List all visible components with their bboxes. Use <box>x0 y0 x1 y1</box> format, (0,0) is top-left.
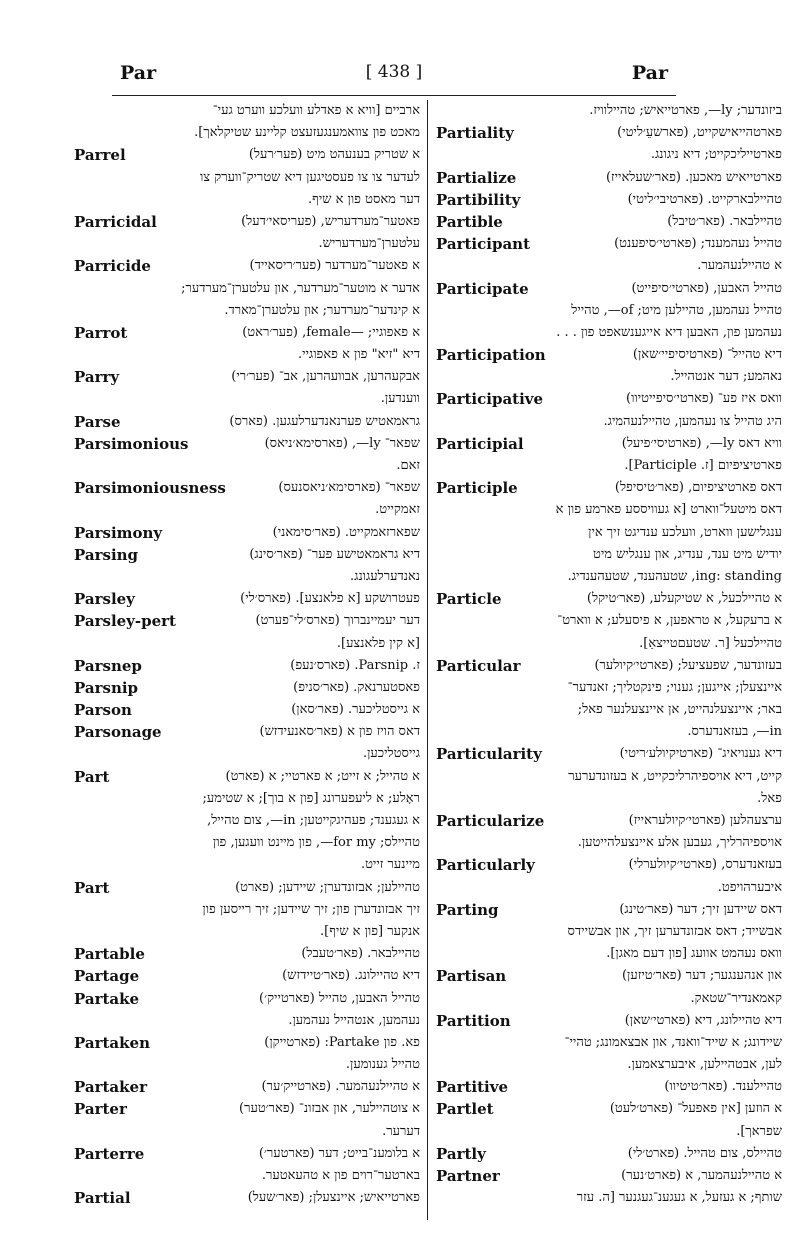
dictionary-line <box>74 122 420 144</box>
entry-continuation: דער מאסט פון א שיף. <box>307 191 420 207</box>
dictionary-line <box>436 1054 782 1076</box>
entry-continuation: נעהמען, אנטהייל נעהמען. <box>288 1012 420 1028</box>
dictionary-line <box>74 921 420 943</box>
entry-definition: פארטייאיש; איינצעלן; (פאר׳שעל) <box>247 1190 420 1206</box>
dictionary-line <box>74 499 420 521</box>
dictionary-line <box>74 699 420 721</box>
entry-continuation: פאל. <box>757 790 782 806</box>
dictionary-line <box>436 255 782 277</box>
entry-continuation: נאנדערלעגונג. <box>350 568 420 584</box>
entry-continuation: טהיילכעל [ר. שטעםטייצאַ]. <box>639 635 782 651</box>
dictionary-line <box>436 766 782 788</box>
entry-headword: Participial <box>436 434 524 453</box>
entry-headword: Parsimoniousness <box>74 479 226 498</box>
entry-continuation: ing: standing, שטעהענד, שטעהענדיג. <box>567 568 782 584</box>
entry-continuation: עלטערן־מערדעריש. <box>318 236 420 252</box>
dictionary-line <box>436 477 782 499</box>
entry-definition: א טהייל; א זייט; א פארטיי; א (פארט) <box>225 768 420 784</box>
dictionary-line <box>74 721 420 743</box>
entry-headword: Parse <box>74 412 121 431</box>
entry-continuation: טהיילס; for my—, פון מיינט וועגען, פון <box>212 835 420 851</box>
dictionary-line <box>436 499 782 521</box>
dictionary-line <box>436 122 782 144</box>
entry-definition: טהיילבאר. (פאר׳טעבל) <box>301 946 420 962</box>
dictionary-line <box>74 344 420 366</box>
entry-headword: Partitive <box>436 1078 509 1097</box>
entry-headword: Parsimonious <box>74 434 189 453</box>
entry-continuation: קאמאנדיר־שטאק. <box>690 990 782 1006</box>
entry-definition: שפאר־ ly—, (פארסימא׳ניאס) <box>264 435 420 451</box>
entry-headword: Parting <box>436 900 499 919</box>
entry-definition: גראמאטיש פערנאנדערלעגען. (פארס) <box>229 413 420 429</box>
page-number: [ 438 ] <box>365 62 423 82</box>
entry-definition: שפאר־ (פארסימא׳ניאסנעס) <box>278 480 420 496</box>
entry-continuation: אבשייד; דאס אבזונדערען זיך, און אבשיידס <box>567 923 782 939</box>
entry-headword: Parricidal <box>74 212 157 231</box>
dictionary-line <box>436 433 782 455</box>
entry-headword: Participant <box>436 235 530 254</box>
entry-definition: א גייסטליכער. (פאר׳סאן) <box>291 702 420 718</box>
entry-continuation: טהייל גענומען. <box>345 1057 420 1073</box>
entry-definition: א שטריק בענעהט מיט (פער׳רעל) <box>248 147 420 163</box>
entry-continuation: קייט, דיא אויספיהרליכקייט, א בעזונדערער <box>568 768 782 784</box>
entry-headword: Part <box>74 878 110 897</box>
entry-definition: א בלומענ־בייט; דער (פארטער׳) <box>258 1145 420 1161</box>
entry-definition: דיא גענויאיג־ (פארטיקיולע׳ריטי) <box>619 746 782 762</box>
entry-continuation: א קינדער־מערדער; און עלטערן־מארד. <box>224 302 420 318</box>
dictionary-line <box>436 988 782 1010</box>
entry-definition: פאטער־מערדעריש, (פעריסאי׳דעל) <box>241 213 420 229</box>
dictionary-line <box>436 1032 782 1054</box>
entry-definition: דאס הויז פון א (פאר׳סאנעידזש) <box>259 724 420 740</box>
dictionary-line <box>74 233 420 255</box>
entry-continuation: שיידונג; א שייד־וואנד, און אבצאמונג; טהיי־ <box>564 1034 782 1050</box>
entry-continuation: פארטיציפיום [ז. Participle]. <box>624 458 782 473</box>
entry-definition: טהייל האבען, טהייל (פארטייק׳) <box>259 990 420 1006</box>
entry-headword: Particularize <box>436 812 545 830</box>
entry-definition: א טהיילנעהמער. (פארטייק׳ער) <box>261 1079 420 1095</box>
dictionary-line <box>436 699 782 721</box>
entry-continuation: דערער. <box>382 1123 420 1139</box>
entry-definition: דאס פארטיציפיום, (פאר׳טיסיפל) <box>614 480 782 496</box>
entry-definition: א טהיילנעהמער, א (פארט׳נער) <box>621 1168 782 1183</box>
header-rule <box>112 95 676 96</box>
entry-headword: Participation <box>436 346 546 365</box>
entry-continuation: בארטער־רוים פון א טהעאטער. <box>261 1168 420 1183</box>
entry-continuation: א ברעקעל, א טראפען, א פיסעלע; א ווארט־ <box>557 613 782 629</box>
dictionary-line <box>436 921 782 943</box>
entry-definition: וואס איז פע־ (פארטי׳סיפייטיוו) <box>626 391 782 407</box>
dictionary-line <box>436 1076 782 1098</box>
entry-continuation: מאכט פון צוואמענגעזעצט קליינע שטיקלאך]. <box>194 125 420 141</box>
column-divider <box>427 100 428 1220</box>
dictionary-line <box>436 1121 782 1143</box>
dictionary-line <box>436 943 782 965</box>
entry-definition: טהיילען; אבזונדערן; שיידען; (פארט) <box>235 879 420 895</box>
dictionary-line <box>74 788 420 810</box>
entry-continuation: לען, אבטהיילען, איבערצאמען. <box>627 1057 782 1073</box>
entry-headword: Part <box>74 767 110 786</box>
dictionary-line <box>436 233 782 255</box>
entry-definition: טהיילבאר. (פאר׳טיבל) <box>667 213 782 229</box>
dictionary-line <box>436 1165 782 1187</box>
entry-continuation: דאס מיטעל־ווארט [א געוויססע פארמע פון א <box>555 502 782 518</box>
dictionary-line <box>436 100 782 122</box>
entry-headword: Partly <box>436 1144 486 1163</box>
entry-continuation: אדער א מוטער־מערדער, און עלטערן־מערדער; <box>181 280 420 296</box>
entry-continuation: איבערהויפט. <box>717 879 782 895</box>
entry-definition: וויא דאס ly—, (פארטיסי׳פיעל) <box>621 435 782 451</box>
entry-definition: שפארזאמקייט. (פאר׳סימאני) <box>272 524 420 540</box>
entry-continuation: דיא "זיא" פון א פאפוגיי. <box>297 347 420 363</box>
dictionary-line <box>436 633 782 655</box>
entry-definition: פעטרושקע [א פלאנצע]. (פארס׳לי) <box>240 591 420 607</box>
dictionary-line <box>74 322 420 344</box>
entry-continuation: ווענדען. <box>380 391 420 407</box>
entry-continuation: נאהמע; דער אנטהייל. <box>670 369 782 385</box>
dictionary-line <box>74 1098 420 1120</box>
dictionary-line <box>74 167 420 189</box>
dictionary-line <box>436 899 782 921</box>
entry-definition: א טהיילכעל, א שטיקעלע, (פאר׳טיקל) <box>586 591 782 607</box>
dictionary-line <box>436 655 782 677</box>
entry-definition: א הוזען [אין פאפעל־ (פארט׳לעט) <box>609 1101 782 1117</box>
dictionary-line <box>74 810 420 832</box>
entry-definition: דיא טהייל־ (פארטיסיפיי׳שאן) <box>632 347 782 363</box>
entry-definition: א פאפוגיי; —female, (פער׳ראט) <box>242 324 420 340</box>
dictionary-line <box>74 211 420 233</box>
dictionary-line <box>74 144 420 166</box>
entry-headword: Parricide <box>74 257 151 276</box>
entry-headword: Parterre <box>74 1144 145 1163</box>
dictionary-line <box>74 189 420 211</box>
dictionary-line <box>74 1054 420 1076</box>
entry-continuation: גייסטליכען. <box>362 746 420 762</box>
entry-headword: Partner <box>436 1167 500 1185</box>
entry-definition: פא. פון Partake: (פארטייקן) <box>264 1034 420 1050</box>
dictionary-line <box>74 411 420 433</box>
entry-headword: Parsonage <box>74 723 162 742</box>
entry-headword: Partisan <box>436 967 507 986</box>
dictionary-line <box>74 100 420 122</box>
dictionary-line <box>74 300 420 322</box>
entry-definition: ז. Parsnip. (פארס׳נעפ) <box>290 657 420 673</box>
entry-headword: Partake <box>74 989 140 1008</box>
dictionary-line <box>436 743 782 765</box>
entry-headword: Particularly <box>436 856 535 875</box>
entry-continuation: [א קין פלאנצע]. <box>336 635 420 651</box>
dictionary-line <box>436 1143 782 1165</box>
dictionary-line <box>436 189 782 211</box>
dictionary-line <box>436 411 782 433</box>
entry-headword: Parter <box>74 1100 127 1119</box>
entry-continuation: זאם. <box>396 458 420 473</box>
dictionary-line <box>74 544 420 566</box>
entry-continuation: ענגלישען ווארט, וועלכע ענדיגט זיך אין <box>588 524 782 540</box>
dictionary-line <box>74 633 420 655</box>
entry-continuation: פארטייליכקייט; דיא ניגונג. <box>650 147 782 163</box>
entry-continuation: ביזונדער; ly—, פארטייאיש; טהיילוויז. <box>589 103 782 118</box>
entry-continuation: טהייל נעהמען, טהיילען מיט; of—, טהייל <box>571 302 782 318</box>
dictionary-line <box>436 322 782 344</box>
entry-continuation: מיינער זייט. <box>360 857 420 873</box>
entry-headword: Parsnep <box>74 656 142 675</box>
dictionary-line <box>436 455 782 477</box>
entry-continuation: א טהיילנעהמער. <box>697 258 782 274</box>
right-column <box>436 100 782 1228</box>
entry-headword: Partible <box>436 212 503 231</box>
dictionary-line <box>436 588 782 610</box>
page-header <box>110 62 678 92</box>
entry-headword: Parsley <box>74 590 135 609</box>
entry-headword: Partiality <box>436 124 514 143</box>
dictionary-line <box>436 854 782 876</box>
dictionary-line <box>74 1076 420 1098</box>
entry-headword: Particle <box>436 590 502 609</box>
dictionary-line <box>436 610 782 632</box>
dictionary-line <box>436 566 782 588</box>
dictionary-line <box>74 854 420 876</box>
entry-continuation: in—, בעזאנדערס. <box>687 724 782 740</box>
entry-continuation: ארביים [וויא א פאדלע וועלכע ווערט געי־ <box>212 103 420 118</box>
entry-definition: דיא טהיילונג, דיא (פארטי׳שאן) <box>624 1012 782 1028</box>
dictionary-line <box>436 167 782 189</box>
entry-definition: טהיילבארקייט. (פארטיבי׳ליטי) <box>627 191 782 207</box>
dictionary-line <box>74 965 420 987</box>
entry-headword: Parsnip <box>74 678 139 697</box>
entry-definition: פאסטערנאק. (פאר׳סניפ) <box>293 679 420 695</box>
entry-definition: טהיילס, צום טהייל. (פארט׳לי) <box>627 1145 782 1161</box>
dictionary-line <box>74 278 420 300</box>
dictionary-line <box>436 522 782 544</box>
entry-definition: א פאטער־מערדער (פער׳ריסאייד) <box>249 258 420 274</box>
dictionary-line <box>74 832 420 854</box>
entry-headword: Particular <box>436 656 521 675</box>
entry-continuation: א געגענד; פעהיגקייטען; in—, צום טהייל, <box>207 813 420 828</box>
dictionary-line <box>436 832 782 854</box>
header-guide-word-right: Par <box>631 62 668 84</box>
entry-headword: Parrot <box>74 323 128 342</box>
entry-definition: דער יעמיינברוך (פארס׳לי־פערט) <box>255 613 420 629</box>
dictionary-line <box>74 1165 420 1187</box>
dictionary-line <box>74 388 420 410</box>
entry-headword: Partlet <box>436 1100 494 1119</box>
entry-continuation: שותף; א געזעל, א געגענ־געגנער [ה. עזר <box>576 1190 782 1206</box>
dictionary-line <box>74 743 420 765</box>
dictionary-line <box>74 610 420 632</box>
entry-headword: Partition <box>436 1011 511 1030</box>
dictionary-line <box>74 433 420 455</box>
dictionary-line <box>74 1010 420 1032</box>
dictionary-line <box>74 1121 420 1143</box>
dictionary-line <box>436 721 782 743</box>
header-guide-word-left: Par <box>120 62 157 84</box>
dictionary-line <box>74 1187 420 1209</box>
dictionary-line <box>74 588 420 610</box>
dictionary-line <box>74 899 420 921</box>
dictionary-line <box>74 877 420 899</box>
entry-definition: דאס שיידען זיך; דער (פאר׳טינג) <box>619 901 782 917</box>
dictionary-line <box>74 655 420 677</box>
entry-headword: Participative <box>436 390 544 409</box>
dictionary-line <box>436 788 782 810</box>
dictionary-line <box>436 877 782 899</box>
entry-definition: אבקעהרען, אבוועהרען, אב־ (פער׳רי) <box>231 369 420 385</box>
entry-continuation: וואס נעהמט אוועג [פון דעם מאגן]. <box>606 946 782 962</box>
entry-headword: Parrel <box>74 146 126 165</box>
dictionary-line <box>436 544 782 566</box>
entry-continuation: שפראך]. <box>736 1123 782 1139</box>
entry-continuation: יודיש מיט ענד, ענדיג, און ענגליש מיט <box>593 546 782 562</box>
entry-headword: Parson <box>74 701 132 720</box>
dictionary-line <box>436 965 782 987</box>
entry-definition: טהיילענד. (פאר׳טיטיוו) <box>664 1079 782 1095</box>
entry-continuation: לעדער צו צו פעסטיגען דיא שטריק־ווערק צו <box>199 169 420 185</box>
entry-continuation: ראָלע; א ליעפערונג [פון א בוך]; א שטימע; <box>202 790 420 806</box>
entry-headword: Partaken <box>74 1033 150 1052</box>
entry-definition: בעזאנדערס, (פארטי׳קיולערלי) <box>628 857 782 873</box>
dictionary-line <box>436 810 782 832</box>
dictionary-line <box>74 943 420 965</box>
entry-headword: Participle <box>436 479 518 498</box>
entry-headword: Partage <box>74 967 140 986</box>
entry-continuation: איינצעלן; אייגען; גענוי; פינקטליך; זאנדער־ <box>567 679 782 695</box>
entry-definition: טהייל נעהמענד; (פארטי׳סיפענט) <box>614 236 782 252</box>
entry-headword: Partialize <box>436 168 517 187</box>
entry-continuation: אויספיהרליך, געבען אלע איינצעלהייטען. <box>577 835 782 851</box>
dictionary-line <box>436 1098 782 1120</box>
dictionary-line <box>436 300 782 322</box>
entry-continuation: נעהמען פון, האבען דיא אייגענשאפט פון . . . <box>556 324 782 340</box>
entry-continuation: באר; איינצעלנהייט, אן איינצעלנער פאל; <box>577 702 782 718</box>
dictionary-line <box>436 1187 782 1209</box>
entry-definition: א צוטהיילער, און אבזונ־ (פאר׳טער) <box>239 1101 420 1117</box>
entry-headword: Parsimony <box>74 523 163 542</box>
entry-definition: דיא גראמאטישע פער־ (פאר׳סינג) <box>249 546 420 562</box>
dictionary-line <box>74 766 420 788</box>
entry-continuation: היג טהייל צו נעהמען, טהיילנעהמיג. <box>603 413 782 429</box>
entry-headword: Partial <box>74 1189 131 1208</box>
entry-headword: Parsing <box>74 545 139 564</box>
entry-headword: Parry <box>74 368 120 387</box>
entry-definition: פארטייאיש מאכען. (פאר׳שעלאייז) <box>605 169 782 185</box>
dictionary-line <box>436 278 782 300</box>
entry-definition: טהייל האבען, (פארטי׳סיפייט) <box>631 280 782 296</box>
dictionary-line <box>436 344 782 366</box>
dictionary-line <box>74 366 420 388</box>
dictionary-line <box>74 255 420 277</box>
dictionary-line <box>436 211 782 233</box>
dictionary-line <box>74 477 420 499</box>
dictionary-line <box>74 566 420 588</box>
dictionary-line <box>74 677 420 699</box>
entry-definition: ערצעהלען (פארטי׳קיולעראייז) <box>628 813 782 828</box>
entry-headword: Partaker <box>74 1078 147 1097</box>
entry-definition: דיא טהיילונג. (פאר׳טיידזש) <box>282 968 420 984</box>
entry-continuation: זיך אבזונדערן פון; זיך שיידען; זיך רייסען פון <box>202 901 420 917</box>
dictionary-line <box>436 366 782 388</box>
dictionary-line <box>74 988 420 1010</box>
entry-continuation: אנקער [פון א שיף]. <box>319 923 420 939</box>
dictionary-line <box>436 1010 782 1032</box>
entry-headword: Parsley-pert <box>74 612 176 631</box>
dictionary-line <box>74 455 420 477</box>
entry-headword: Partibility <box>436 190 521 209</box>
dictionary-line <box>436 144 782 166</box>
entry-headword: Particularity <box>436 745 542 764</box>
entry-definition: פארטהייאישקייט, (פארשעֵ׳ליטי) <box>617 125 782 141</box>
entry-headword: Participate <box>436 279 529 298</box>
dictionary-line <box>74 522 420 544</box>
dictionary-line <box>436 388 782 410</box>
dictionary-line <box>74 1143 420 1165</box>
entry-definition: בעזונדער, שפעציעל; (פארטי׳קיולער) <box>594 657 782 673</box>
entry-headword: Partable <box>74 945 145 964</box>
entry-continuation: זאמקייט. <box>375 502 420 518</box>
dictionary-line <box>74 1032 420 1054</box>
entry-definition: און אנהענגער; דער (פאר׳טיזען) <box>621 968 782 984</box>
left-column <box>74 100 420 1228</box>
dictionary-line <box>436 677 782 699</box>
